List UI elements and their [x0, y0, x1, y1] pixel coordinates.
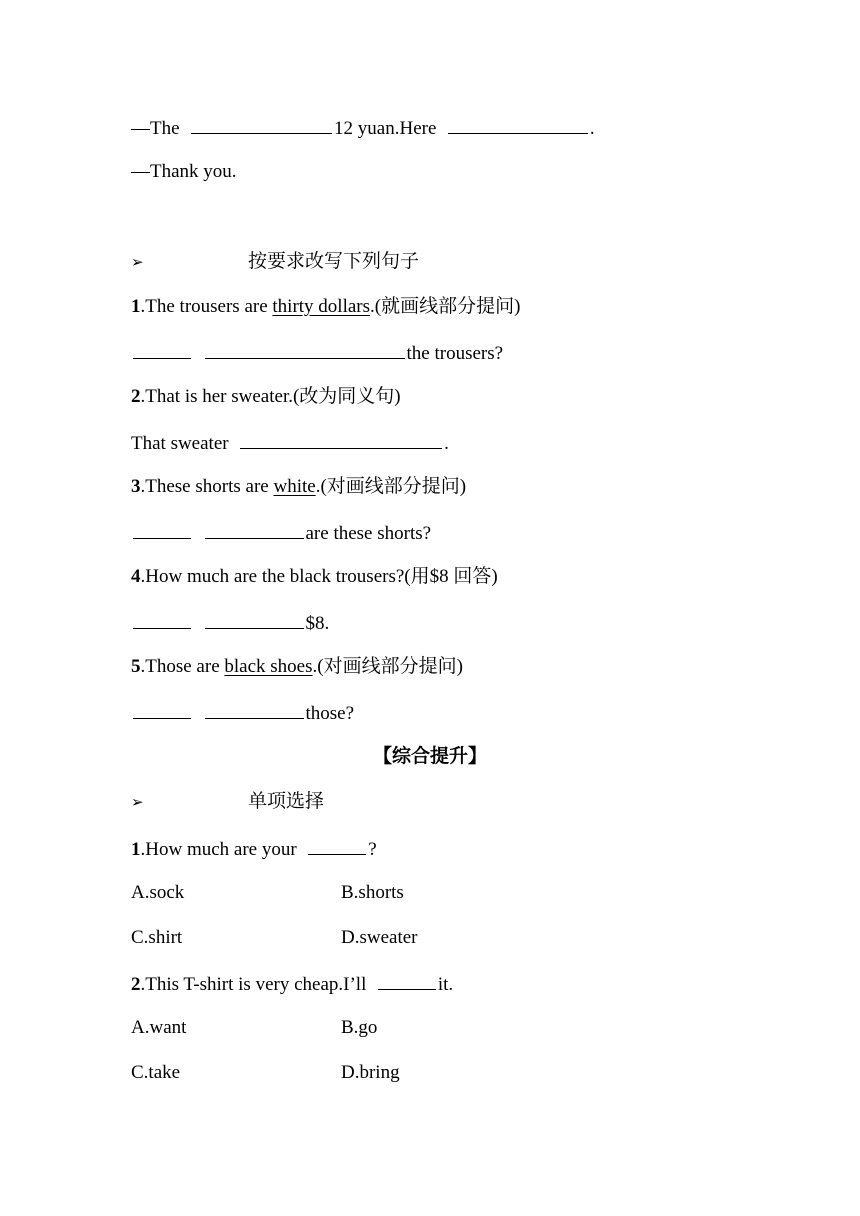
- answer-text: the trousers?: [406, 343, 504, 364]
- underlined-text: thirty dollars: [272, 296, 371, 317]
- answer-blank[interactable]: [308, 836, 366, 855]
- dialog-text: —The: [131, 118, 180, 139]
- option-a[interactable]: A.sock: [131, 882, 185, 903]
- question-instruction: .(对画线部分提问): [312, 656, 463, 677]
- question-number: 2: [131, 974, 141, 995]
- rewrite-question-4: [131, 565, 498, 589]
- question-number: 4: [131, 566, 141, 587]
- question-text: .This T-shirt is very cheap.I’ll: [140, 974, 372, 995]
- answer-blank[interactable]: [133, 340, 191, 359]
- rewrite-answer-5: [131, 700, 354, 726]
- section-rewrite-header: [131, 250, 419, 274]
- choice-question-2: [131, 971, 453, 997]
- answer-text: That sweater: [131, 433, 229, 454]
- rewrite-question-1: [131, 295, 520, 319]
- dialog-line-2: —Thank you.: [131, 161, 237, 182]
- option-b[interactable]: B.shorts: [341, 882, 404, 903]
- answer-blank[interactable]: [133, 520, 191, 539]
- option-a[interactable]: A.want: [131, 1017, 187, 1038]
- question-number: 5: [131, 656, 141, 677]
- option-d[interactable]: D.bring: [341, 1062, 400, 1083]
- answer-blank[interactable]: [448, 115, 588, 134]
- option-c[interactable]: C.shirt: [131, 927, 183, 948]
- section-title: 按要求改写下列句子: [248, 251, 420, 272]
- section-heading: 【综合提升】: [372, 746, 487, 767]
- answer-blank[interactable]: [133, 700, 191, 719]
- option-c[interactable]: C.take: [131, 1062, 181, 1083]
- question-number: 3: [131, 476, 141, 497]
- answer-blank[interactable]: [205, 520, 304, 539]
- choice-question-1: [131, 836, 377, 862]
- question-number: 2: [131, 386, 141, 407]
- question-text: .How much are the black trousers?(用$8 回答): [140, 566, 498, 587]
- option-d[interactable]: D.sweater: [341, 927, 418, 948]
- answer-blank[interactable]: [191, 115, 332, 134]
- rewrite-answer-4: [131, 610, 329, 636]
- question-instruction: .(就画线部分提问): [370, 296, 521, 317]
- question-text: it.: [437, 974, 454, 995]
- answer-text: those?: [305, 703, 355, 724]
- answer-blank[interactable]: [205, 610, 304, 629]
- underlined-text: black shoes: [224, 656, 313, 677]
- answer-text: $8.: [305, 613, 330, 634]
- answer-blank[interactable]: [240, 430, 442, 449]
- question-instruction: .(对画线部分提问): [315, 476, 467, 497]
- section-title: 单项选择: [248, 791, 325, 812]
- question-text: .The trousers are: [140, 296, 273, 317]
- rewrite-answer-2: [131, 430, 449, 456]
- question-text: ?: [368, 839, 377, 860]
- dialog-text: 12 yuan.Here: [334, 118, 437, 139]
- question-text: .These shorts are: [140, 476, 274, 497]
- answer-text: are these shorts?: [305, 523, 432, 544]
- rewrite-question-5: [131, 655, 463, 679]
- answer-text: .: [444, 433, 449, 454]
- dialog-line-1: [131, 115, 595, 141]
- rewrite-answer-3: [131, 520, 431, 546]
- answer-blank[interactable]: [205, 340, 405, 359]
- rewrite-answer-1: [131, 340, 503, 366]
- section-choice-header: [131, 790, 324, 814]
- answer-blank[interactable]: [378, 971, 436, 990]
- rewrite-question-2: [131, 385, 401, 409]
- question-text: .How much are your: [140, 839, 302, 860]
- answer-blank[interactable]: [205, 700, 304, 719]
- question-text: .That is her sweater.(改为同义句): [140, 386, 401, 407]
- question-number: 1: [131, 839, 141, 860]
- rewrite-question-3: [131, 475, 466, 499]
- dialog-text: .: [589, 118, 595, 139]
- answer-blank[interactable]: [133, 610, 191, 629]
- question-number: 1: [131, 296, 141, 317]
- question-text: .Those are: [140, 656, 225, 677]
- arrow-bullet-icon: ➢: [131, 253, 144, 271]
- underlined-text: white: [273, 476, 316, 497]
- option-b[interactable]: B.go: [341, 1017, 378, 1038]
- arrow-bullet-icon: ➢: [131, 793, 144, 811]
